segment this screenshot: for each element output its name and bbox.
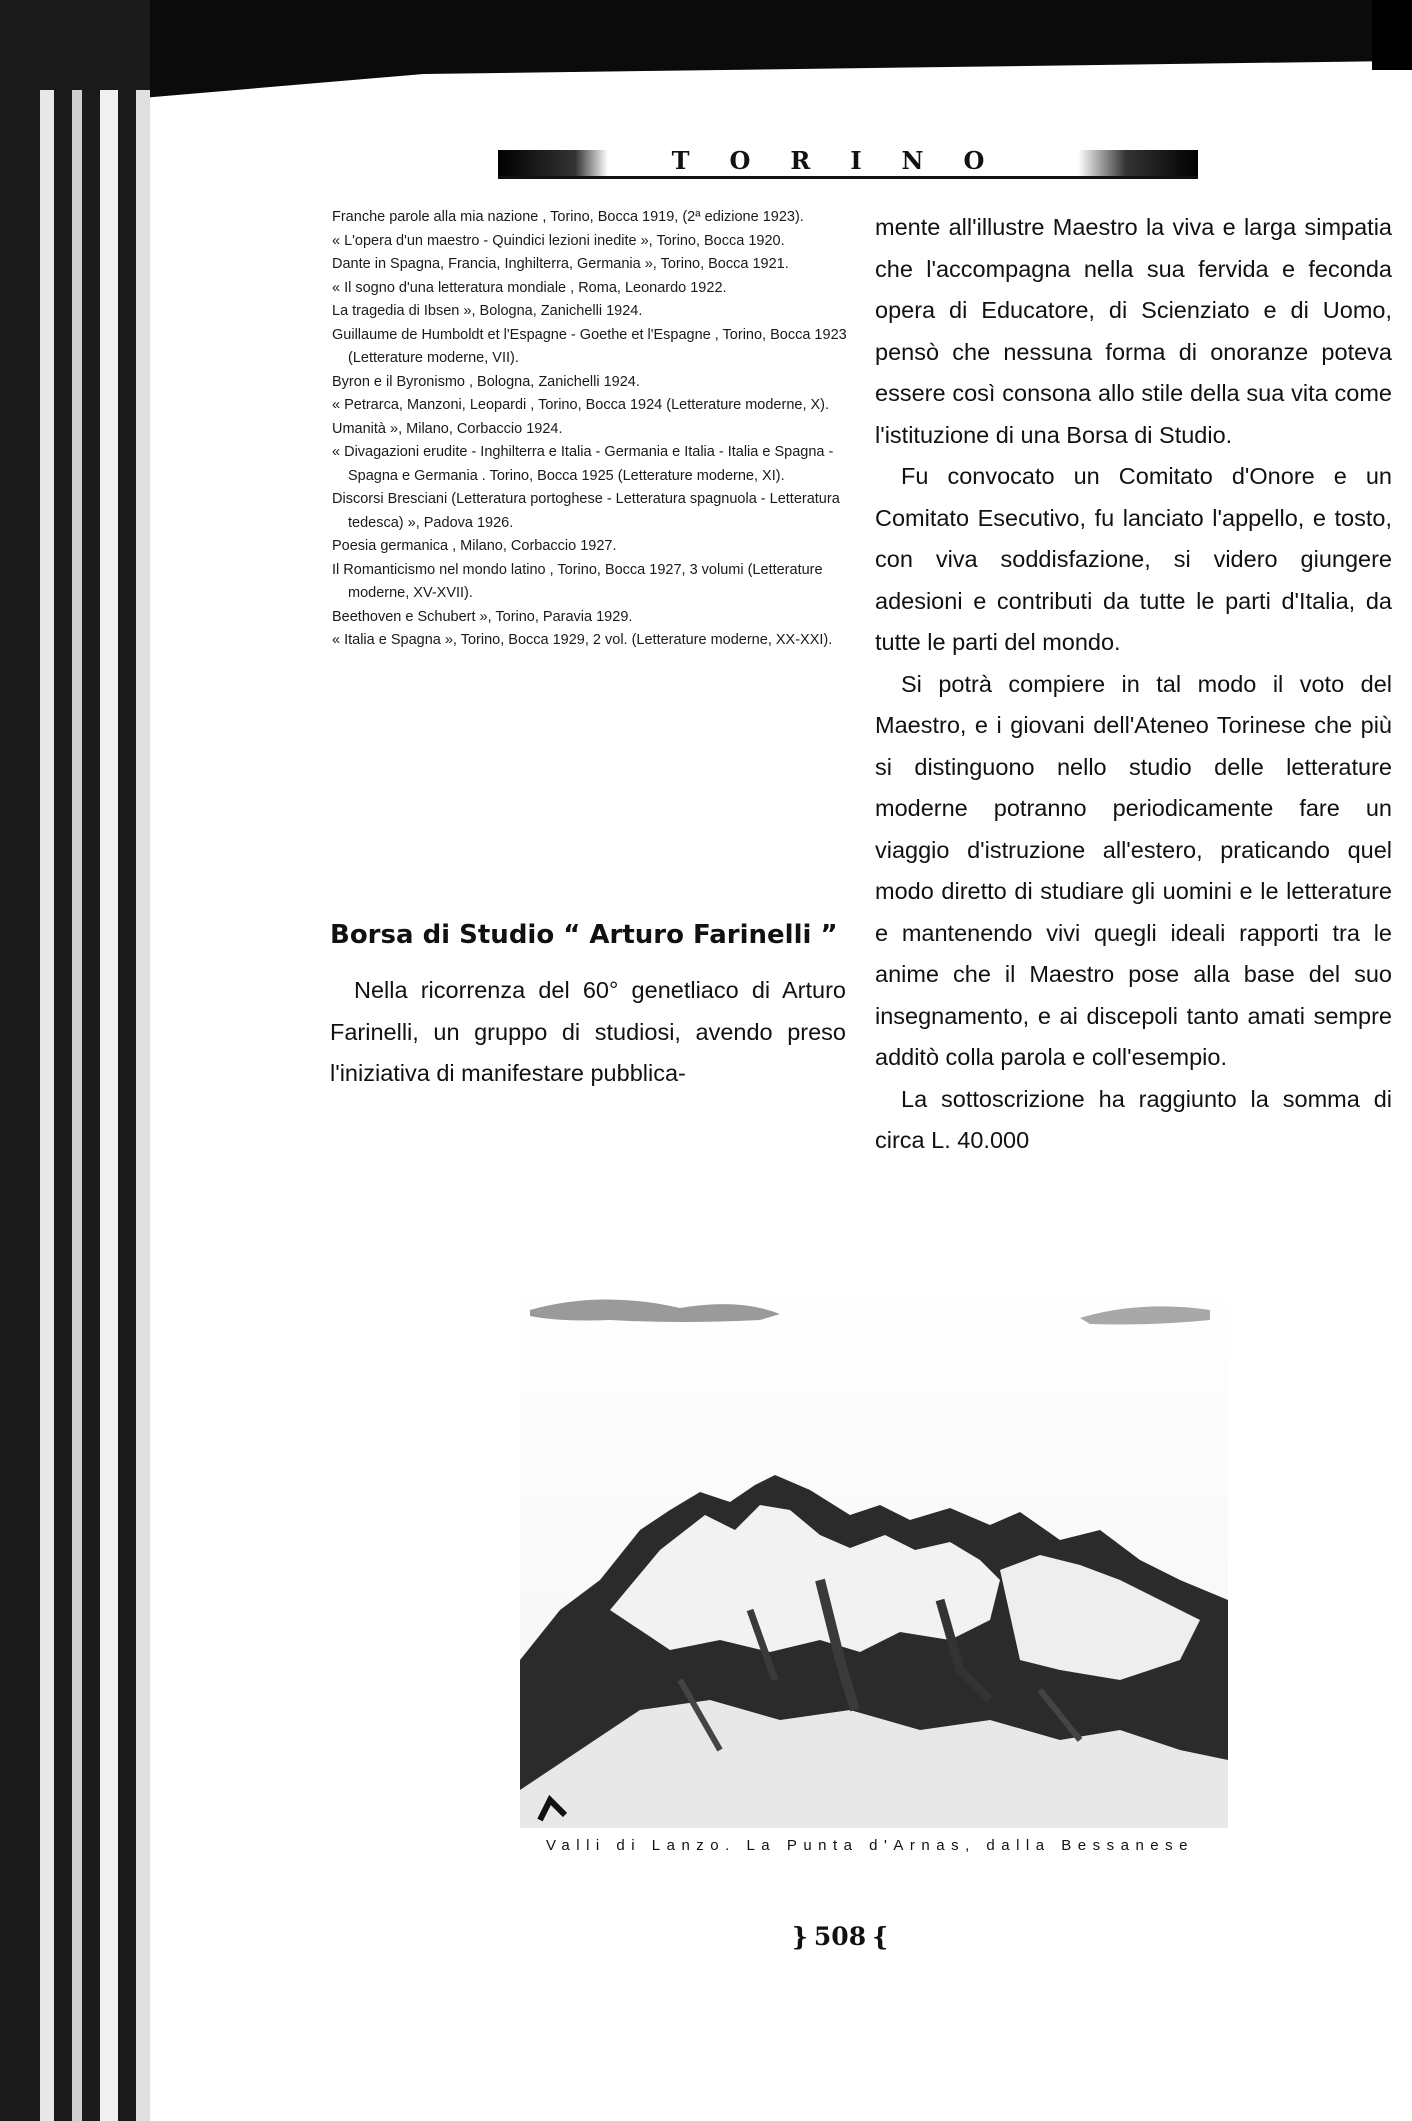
- bibliography-entry: Umanità », Milano, Corbaccio 1924.: [332, 420, 563, 437]
- body-paragraph: Fu convocato un Comitato d'Onore e un Comitato Esecutivo, fu lanciato l'appello, e tosto, con viva soddisfazione, si videro giungere adesioni e contributi da tutte le parti d'Italia, da tutte le parti del mondo.: [875, 463, 1392, 655]
- bibliography-list: [332, 206, 850, 653]
- page-number-value: 508: [813, 1922, 867, 1951]
- mountain-photo: [520, 1280, 1228, 1828]
- photo-caption: Valli di Lanzo. La Punta d'Arnas, dalla Bessanese: [546, 1837, 1194, 1854]
- header-rule: [498, 176, 1198, 179]
- bibliography-entry: Franche parole alla mia nazione , Torino, Bocca 1919, (2ª edizione 1923).: [332, 209, 804, 225]
- bibliography-entry: Beethoven e Schubert », Torino, Paravia 1929.: [332, 608, 633, 625]
- running-header: [498, 146, 1198, 184]
- binding-strip: [72, 90, 82, 2121]
- bibliography-entry: Dante in Spagna, Francia, Inghilterra, Germania », Torino, Bocca 1921.: [332, 256, 789, 272]
- binding-strip: [100, 90, 118, 2121]
- bibliography-entry: Poesia germanica , Milano, Corbaccio 1927.: [332, 538, 617, 554]
- page-number: [780, 1922, 900, 1951]
- bibliography-entry: La tragedia di Ibsen », Bologna, Zanichelli 1924.: [332, 303, 643, 319]
- bibliography-entry: Il Romanticismo nel mondo latino , Torino, Bocca 1927, 3 volumi (Letterature moderne, XV-XVII).: [332, 561, 823, 601]
- header-title: TORINO: [671, 146, 1025, 175]
- binding-strip: [40, 90, 54, 2121]
- body-paragraph: La sottoscrizione ha raggiunto la somma di circa L. 40.000: [875, 1085, 1392, 1153]
- bibliography-entry: « Petrarca, Manzoni, Leopardi , Torino, Bocca 1924 (Letterature moderne, X).: [332, 397, 830, 413]
- section-title: Borsa di Studio “ Arturo Farinelli ”: [330, 920, 838, 950]
- bibliography-entry: « Divagazioni erudite - Inghilterra e Italia - Germania e Italia - Italia e Spagna - Spagna e Germania . Torino, Bocca 1925 (Letterature moderne, XI).: [332, 444, 834, 484]
- bibliography-entry: Discorsi Bresciani (Letteratura portoghese - Letteratura spagnuola - Letteratura tedesca) », Padova 1926.: [332, 491, 840, 531]
- scan-corner: [1372, 0, 1412, 70]
- bibliography-entry: Guillaume de Humboldt et l'Espagne - Goethe et l'Espagne , Torino, Bocca 1923 (Letterature moderne, VII).: [332, 326, 847, 366]
- page-ornament-left: }: [791, 1922, 808, 1951]
- body-paragraph: mente all'illustre Maestro la viva e larga simpatia che l'accompagna nella sua fervida e feconda opera di Educatore, di Scienziato e di Uomo, pensò che nessuna forma di onoranze poteva essere così consona allo stile della sua vita come l'istituzione di una Borsa di Studio.: [875, 214, 1392, 448]
- bibliography-entry: « L'opera d'un maestro - Quindici lezioni inedite », Torino, Bocca 1920.: [332, 232, 785, 249]
- bibliography-entry: « Italia e Spagna », Torino, Bocca 1929, 2 vol. (Letterature moderne, XX-XXI).: [332, 632, 833, 648]
- body-paragraph-left: Nella ricorrenza del 60° genetliaco di Arturo Farinelli, un gruppo di studiosi, avendo preso l'iniziativa di manifestare pubblica-: [330, 977, 846, 1086]
- body-paragraph: Si potrà compiere in tal modo il voto del Maestro, e i giovani dell'Ateneo Torinese che più si distinguono nello studio delle letterature moderne potranno periodicamente fare un viaggio d'istruzione all'estero, praticando quel modo diretto di studiare gli uomini e le letterature e mantenendo vivi quegli ideali rapporti tra le anime che il Maestro pose alla base del suo insegnamento, e ai discepoli tanto amati sempre additò colla parola e coll'esempio.: [875, 670, 1392, 1070]
- binding-strip: [136, 90, 150, 2121]
- right-column: [875, 207, 1392, 1162]
- bibliography-entry: « Il sogno d'una letteratura mondiale , Roma, Leonardo 1922.: [332, 279, 727, 296]
- page-ornament-right: {: [872, 1922, 889, 1951]
- scan-top-shadow: [0, 50, 1412, 110]
- bibliography-entry: Byron e il Byronismo , Bologna, Zanichelli 1924.: [332, 373, 640, 390]
